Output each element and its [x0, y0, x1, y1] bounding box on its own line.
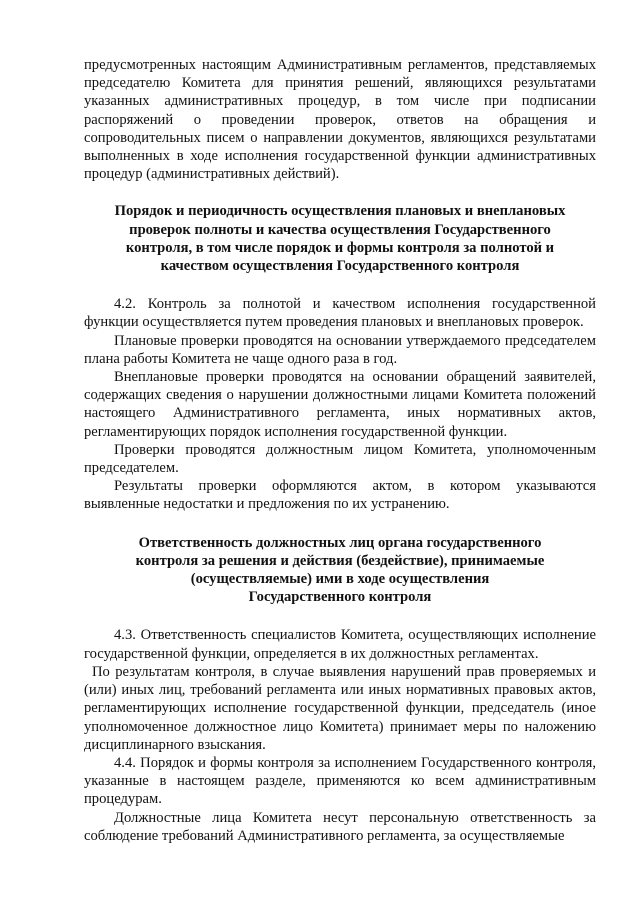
document-page — [84, 56, 596, 845]
paragraph-violation-measures: По результатам контроля, в случае выявления нарушений прав проверяемых и (или) иных лиц, требований регламента или иных нормативных правовых актов, регламентирующих исполнение государственной функции, председатель (иное уполномоченное должностное лицо Комитета) принимает меры по наложению дисциплинарного взыскания. — [84, 663, 596, 753]
paragraph-4-2: 4.2. Контроль за полнотой и качеством исполнения государственной функции осуществляется путем проведения плановых и внеплановых проверок. — [84, 296, 596, 331]
section-heading-responsibility: Ответственность должностных лиц органа государственного контроля за решения и действия (бездействие), принимаемые (осуществляемые) ими в ходе осуществления Государственного контроля — [135, 534, 545, 606]
paragraph-inspection-officer: Проверки проводятся должностным лицом Комитета, уполномоченным председателем. — [84, 441, 596, 477]
paragraph-planned-inspections: Плановые проверки проводятся на основании утверждаемого председателем плана работы Комитета не чаще одного раза в год. — [84, 332, 596, 367]
paragraph-inspection-results: Результаты проверки оформляются актом, в котором указываются выявленные недостатки и предложения по их устранению. — [84, 478, 596, 513]
paragraph-4-4: 4.4. Порядок и формы контроля за исполнением Государственного контроля, указанные в настоящем разделе, применяются ко всем административным процедурам. — [84, 754, 596, 808]
intro-paragraph: предусмотренных настоящим Административным регламентов, представляемых председателю Комитета для принятия решений, являющихся результатами указанных административных процедур, в том числе при подписании распоряжений о проведении проверок, ответов на обращения и сопроводительных писем о направлении документов, являющихся результатами выполненных в ходе исполнения государственной функции административных процедур (административных действий). — [84, 57, 596, 183]
section-heading-inspections: Порядок и периодичность осуществления плановых и внеплановых проверок полноты и качества осуществления Государственного контроля, в том числе порядок и формы контроля за полнотой и качеством осуществления Государственного контроля — [114, 203, 566, 275]
paragraph-personal-responsibility: Должностные лица Комитета несут персональную ответственность за соблюдение требований Административного регламента, за осуществляемые — [84, 809, 596, 844]
paragraph-unplanned-inspections: Внеплановые проверки проводятся на основании обращений заявителей, содержащих сведения о нарушении должностными лицами Комитета положений настоящего Административного регламента, иных нормативных актов, регламентирующих порядок исполнения государственной функции. — [84, 369, 596, 440]
paragraph-4-3: 4.3. Ответственность специалистов Комитета, осуществляющих исполнение государственной функции, определяется в их должностных регламентах. — [84, 627, 596, 662]
